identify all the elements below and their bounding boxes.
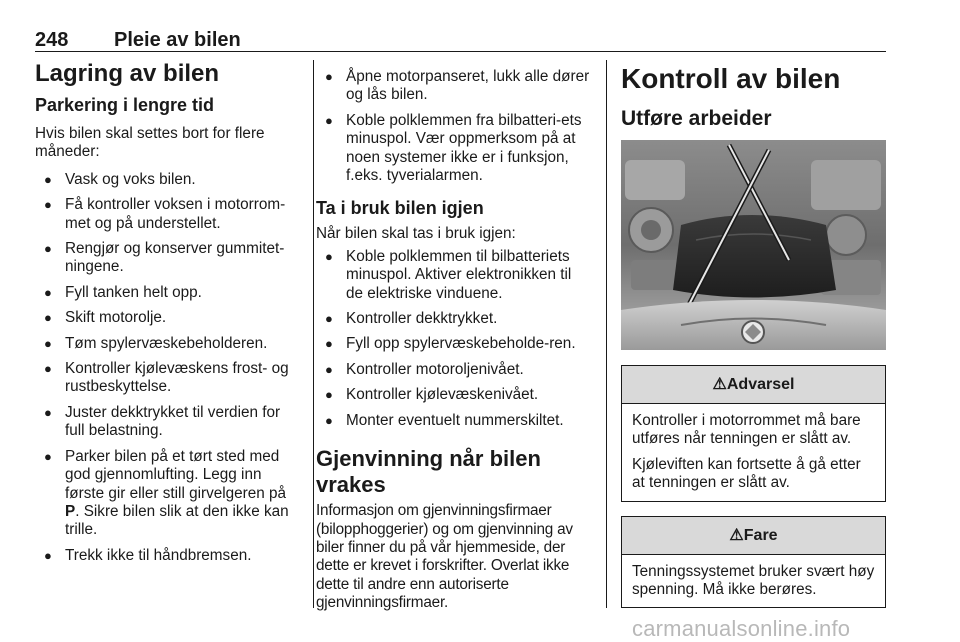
warning-label: Advarsel — [726, 376, 795, 393]
heading-storage: Lagring av bilen — [35, 60, 220, 87]
restart-intro: Når bilen skal tas i bruk igjen: — [316, 225, 516, 243]
bullet-icon: ● — [325, 387, 333, 403]
bullet-icon: ● — [325, 412, 333, 428]
subheading-restart: Ta i bruk bilen igjen — [316, 198, 484, 219]
bullet-icon: ● — [44, 197, 52, 213]
storage-list — [35, 171, 300, 565]
danger-body — [622, 555, 885, 608]
page-number: 248 — [35, 29, 69, 51]
bullet-icon: ● — [44, 547, 52, 563]
danger-header — [622, 517, 885, 555]
list-item: ● Koble polklemmen til bilbatteriets minuspol. Aktiver elektronikken til de elektriske vinduene. — [325, 247, 572, 302]
list-item: ● Skift motorolje. — [44, 309, 167, 327]
engine-bay-photo — [621, 140, 886, 350]
list-item: ● Kontroller kjølevæskenivået. — [325, 386, 539, 404]
heading-inspection: Kontroll av bilen — [621, 63, 841, 94]
watermark: carmanualsonline.info — [632, 616, 851, 641]
list-item: ● Kontroller dekktrykket. — [325, 310, 498, 328]
danger-label: Fare — [743, 526, 778, 544]
column-divider — [606, 60, 607, 608]
bullet-icon: ● — [325, 361, 333, 377]
list-item: ● Kontroller kjølevæskens frost- og rustbeskyttelse. — [44, 360, 289, 396]
list-item: ● Monter eventuelt nummerskiltet. — [325, 411, 564, 429]
list-item: ● Koble polklemmen fra bilbatteri-ets minuspol. Vær oppmerksom på at noen systemer ikke er i funksjon, f.eks. tyverialarmen. — [325, 111, 582, 185]
list-item: ● Fyll tanken helt opp. — [44, 283, 202, 301]
column-restart — [316, 60, 592, 613]
danger-box — [621, 516, 886, 609]
bullet-icon: ● — [44, 310, 52, 326]
warning-text-2: Kjøleviften kan fortsette å gå etter at tenningen er slått av. — [632, 455, 861, 492]
warning-box — [621, 365, 886, 502]
list-item: ● Åpne motorpanseret, lukk alle dører og lås bilen. — [325, 68, 590, 104]
danger-icon: ⚠ — [729, 526, 744, 544]
list-item: ● Juster dekktrykket til verdien for full belastning. — [44, 403, 281, 440]
heading-recycling: Gjenvinning når bilen vrakes — [316, 446, 541, 498]
column-inspection — [621, 60, 886, 608]
page-header — [35, 30, 886, 52]
bullet-icon: ● — [44, 404, 52, 420]
bullet-icon: ● — [44, 241, 52, 257]
warning-text-1: Kontroller i motorrommet må bare utføres når tenningen er slått av. — [632, 412, 861, 448]
list-item: ● Parker bilen på et tørt sted med god gjennomlufting. Legg inn første gir eller still girvelgeren på P. Sikre bilen slik at den ikke kan trille. — [44, 447, 289, 539]
list-item: ● Kontroller motoroljenivået. — [325, 360, 524, 378]
gear-p-label: P — [65, 502, 76, 520]
list-item: ● Vask og voks bilen. — [44, 170, 196, 188]
warning-header — [622, 366, 885, 404]
section-title: Pleie av bilen — [114, 29, 241, 51]
subheading-long-parking: Parkering i lengre tid — [35, 95, 215, 115]
bullet-icon: ● — [44, 335, 52, 351]
list-item: ● Trekk ikke til håndbremsen. — [44, 546, 252, 564]
bullet-icon: ● — [325, 311, 333, 327]
bullet-icon: ● — [325, 248, 333, 264]
warning-body — [622, 404, 885, 501]
bullet-icon: ● — [44, 284, 52, 300]
bullet-icon: ● — [325, 336, 333, 352]
column-storage — [35, 60, 300, 572]
prep-list — [316, 68, 592, 185]
bullet-icon: ● — [325, 112, 333, 128]
warning-icon: ⚠ — [712, 376, 727, 393]
recycling-text: Informasjon om gjenvinningsfirmaer (bilopphoggerier) og om gjenvinning av biler finner du på vår hjemmeside, der dette er krevet i forskrifter. Overlat ikke dette til andre enn autoriserte gjenvinningsfirmaer. — [316, 502, 573, 612]
list-item: ● Fyll opp spylervæskebeholde-ren. — [325, 335, 576, 353]
danger-text-1: Tenningssystemet bruker svært høy spenning. Må ikke berøres. — [632, 562, 875, 599]
bullet-icon: ● — [44, 448, 52, 464]
intro-text: Hvis bilen skal settes bort for flere måneder: — [35, 125, 265, 161]
list-item: ● Rengjør og konserver gummitet-ningene. — [44, 240, 285, 276]
bullet-icon: ● — [44, 171, 52, 187]
list-item: ● Tøm spylervæskebeholderen. — [44, 334, 268, 352]
list-item: ● Få kontroller voksen i motorrom-met og på understellet. — [44, 196, 286, 232]
bullet-icon: ● — [44, 361, 52, 377]
restart-list — [316, 248, 592, 430]
subheading-work: Utføre arbeider — [621, 107, 772, 130]
bullet-icon: ● — [325, 69, 333, 84]
column-divider — [313, 60, 314, 608]
